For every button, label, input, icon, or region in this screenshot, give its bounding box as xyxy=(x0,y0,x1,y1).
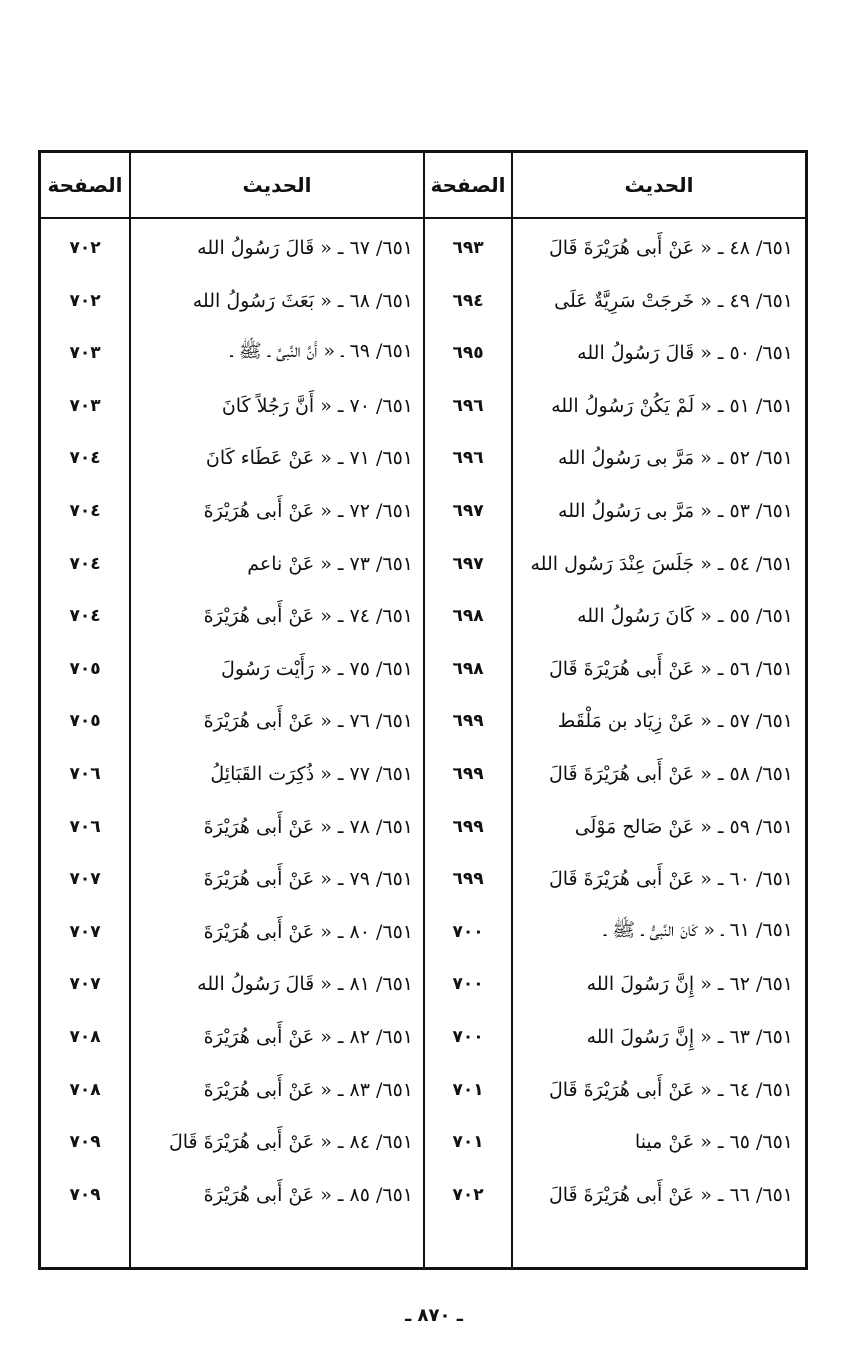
table-row xyxy=(41,328,805,378)
hadith-entry-right: ٦٥١/ ٥٢ ـ « مَرَّ بى رَسُولُ الله xyxy=(558,447,793,470)
hadith-entry-left: ٦٥١/ ٧٩ ـ « عَنْ أَبى هُرَيْرَةَ xyxy=(203,868,413,891)
hadith-entry-left: ٦٥١/ ٧٢ ـ « عَنْ أَبى هُرَيْرَةَ xyxy=(203,500,413,522)
table-row xyxy=(41,907,805,957)
hadith-index-table xyxy=(38,150,808,1270)
table-row xyxy=(41,854,805,904)
hadith-entry-left: ٦٥١/ ٨٤ ـ « عَنْ أَبى هُرَيْرَةَ قَالَ xyxy=(168,1131,413,1154)
table-row xyxy=(41,1065,805,1115)
page-ref-left: ٧٠٢ xyxy=(69,238,101,258)
hadith-entry-left: ٦٥١/ ٨٣ ـ « عَنْ أَبى هُرَيْرَةَ xyxy=(203,1078,413,1101)
page-ref-right: ٦٩٩ xyxy=(452,869,484,890)
page-ref-right: ٧٠١ xyxy=(452,1079,484,1100)
page-ref-left: ٧٠٧ xyxy=(69,921,101,942)
hadith-entry-left: ٦٥١/ ٧٠ ـ « أَنَّ رَجُلاً كَانَ xyxy=(221,394,413,417)
hadith-entry-left: ٦٥١/ ٨٥ ـ « عَنْ أَبى هُرَيْرَةَ xyxy=(203,1183,413,1206)
page-ref-left: ٧٠٤ xyxy=(69,501,101,521)
table-row xyxy=(41,433,805,483)
table-row xyxy=(41,696,805,746)
hadith-entry-right: ٦٥١/ ٥٨ ـ « عَنْ أَبى هُرَيْرَةَ قَالَ xyxy=(548,763,793,785)
page-ref-left: ٧٠٣ xyxy=(69,395,101,416)
header-hadith-right: الحديث xyxy=(624,173,694,197)
page-ref-left: ٧٠٦ xyxy=(69,816,101,837)
hadith-entry-left: ٦٥١/ ٦٨ ـ « بَعَثَ رَسُولُ الله xyxy=(192,289,413,312)
hadith-entry-left: ٦٥١/ ٧١ ـ « عَنْ عَطَاء كَانَ xyxy=(205,447,413,470)
table-row xyxy=(41,486,805,536)
page-ref-left: ٧٠٣ xyxy=(69,343,101,364)
page-ref-right: ٧٠٠ xyxy=(452,1027,484,1047)
page-ref-right: ٧٠٠ xyxy=(452,974,484,995)
hadith-entry-right: ٦٥١/ ٥١ ـ « لَمْ يَكُنْ رَسُولُ الله xyxy=(551,394,793,417)
table-row xyxy=(41,223,805,273)
hadith-entry-left: ٦٥١/ ٨٠ ـ « عَنْ أَبى هُرَيْرَةَ xyxy=(203,920,413,943)
hadith-entry-right: ٦٥١/ ٤٨ ـ « عَنْ أَبى هُرَيْرَةَ قَالَ xyxy=(548,237,793,259)
header-hadith-left: الحديث xyxy=(242,173,312,197)
hadith-entry-right: ٦٥١/ ٦٤ ـ « عَنْ أَبى هُرَيْرَةَ قَالَ xyxy=(548,1078,793,1101)
page-ref-left: ٧٠٨ xyxy=(69,1079,101,1100)
hadith-entry-right: ٦٥١/ ٦١ ـ « كَانَ النَّبىُّ ـ ﷺ ـ xyxy=(603,918,793,941)
page-ref-right: ٦٩٩ xyxy=(452,764,484,784)
page-ref-right: ٦٩٦ xyxy=(452,448,484,469)
page-number: ـ ٨٧٠ ـ xyxy=(405,1305,463,1326)
page-ref-left: ٧٠٢ xyxy=(69,290,101,311)
table-row xyxy=(41,591,805,641)
page-ref-left: ٧٠٤ xyxy=(69,553,101,574)
page-ref-left: ٧٠٧ xyxy=(69,869,101,890)
page-ref-left: ٧٠٧ xyxy=(69,974,101,995)
page-ref-left: ٧٠٦ xyxy=(69,764,101,784)
page-ref-right: ٦٩٩ xyxy=(452,816,484,837)
header-page-right: الصفحة xyxy=(430,173,506,197)
page-ref-right: ٦٩٨ xyxy=(452,658,484,679)
page-ref-right: ٦٩٧ xyxy=(452,553,484,574)
hadith-entry-left: ٦٥١/ ٧٦ ـ « عَنْ أَبى هُرَيْرَةَ xyxy=(203,710,413,733)
hadith-entry-left: ٦٥١/ ٦٧ ـ « قَالَ رَسُولُ الله xyxy=(197,237,413,259)
table-row xyxy=(41,802,805,852)
table-row xyxy=(41,1117,805,1167)
hadith-entry-left: ٦٥١/ ٧٧ ـ « ذُكِرَت القَبَائِلُ xyxy=(210,763,413,785)
page-ref-left: ٧٠٥ xyxy=(69,711,101,732)
page-ref-left: ٧٠٥ xyxy=(69,658,101,679)
page-ref-right: ٦٩٧ xyxy=(452,501,484,521)
hadith-entry-right: ٦٥١/ ٤٩ ـ « خَرجَتْ سَرِيَّةٌ عَلَى xyxy=(554,289,793,312)
header-page-left: الصفحة xyxy=(47,173,123,197)
table-row xyxy=(41,539,805,589)
table-row xyxy=(41,749,805,799)
hadith-entry-right: ٦٥١/ ٥٣ ـ « مَرَّ بى رَسُولُ الله xyxy=(558,500,793,522)
hadith-entry-left: ٦٥١/ ٨١ ـ « قَالَ رَسُولُ الله xyxy=(197,973,413,996)
page-ref-right: ٦٩٥ xyxy=(452,343,484,364)
page-ref-right: ٧٠٠ xyxy=(452,921,484,942)
page-ref-left: ٧٠٨ xyxy=(69,1027,101,1047)
hadith-entry-left: ٦٥١/ ٧٥ ـ « رَأَيْت رَسُولَ xyxy=(221,657,413,680)
hadith-entry-right: ٦٥١/ ٦٦ ـ « عَنْ أَبى هُرَيْرَةَ قَالَ xyxy=(548,1183,793,1206)
page-ref-right: ٧٠٢ xyxy=(452,1184,484,1205)
page-ref-right: ٦٩٩ xyxy=(452,711,484,732)
page-ref-right: ٦٩٦ xyxy=(452,395,484,416)
page-ref-left: ٧٠٤ xyxy=(69,606,101,627)
hadith-entry-right: ٦٥١/ ٥٥ ـ « كَانَ رَسُولُ الله xyxy=(577,605,793,628)
hadith-entry-right: ٦٥١/ ٥٩ ـ « عَنْ صَالح مَوْلَى xyxy=(574,815,793,838)
table-row xyxy=(41,959,805,1009)
page-ref-left: ٧٠٩ xyxy=(69,1184,101,1205)
hadith-entry-left: ٦٥١/ ٧٨ ـ « عَنْ أَبى هُرَيْرَةَ xyxy=(203,815,413,838)
hadith-entry-right: ٦٥١/ ٦٠ ـ « عَنْ أَبى هُرَيْرَةَ قَالَ xyxy=(548,868,793,891)
table-row xyxy=(41,1170,805,1220)
page-ref-right: ٧٠١ xyxy=(452,1132,484,1153)
table-row xyxy=(41,381,805,431)
table-row xyxy=(41,276,805,326)
page-ref-left: ٧٠٤ xyxy=(69,448,101,469)
hadith-entry-left: ٦٥١/ ٧٣ ـ « عَنْ ناعم xyxy=(247,552,413,575)
hadith-entry-left: ٦٥١/ ٦٩ ـ « أَنَّ النَّبىَّ ـ ﷺ ـ xyxy=(230,340,413,363)
hadith-entry-left: ٦٥١/ ٧٤ ـ « عَنْ أَبى هُرَيْرَةَ xyxy=(203,605,413,628)
hadith-entry-left: ٦٥١/ ٨٢ ـ « عَنْ أَبى هُرَيْرَةَ xyxy=(203,1026,413,1048)
page-ref-left: ٧٠٩ xyxy=(69,1132,101,1153)
page-ref-right: ٦٩٨ xyxy=(452,606,484,627)
hadith-entry-right: ٦٥١/ ٥٧ ـ « عَنْ زِيَاد بن مَلْقَط xyxy=(557,710,793,733)
page-ref-right: ٦٩٣ xyxy=(452,238,484,258)
hadith-entry-right: ٦٥١/ ٥٠ ـ « قَالَ رَسُولُ الله xyxy=(577,342,793,365)
hadith-entry-right: ٦٥١/ ٥٦ ـ « عَنْ أَبى هُرَيْرَةَ قَالَ xyxy=(548,657,793,680)
table-row xyxy=(41,1012,805,1062)
hadith-entry-right: ٦٥١/ ٦٢ ـ « إِنَّ رَسُولَ الله xyxy=(586,973,793,996)
hadith-entry-right: ٦٥١/ ٥٤ ـ « جَلَسَ عِنْدَ رَسُول الله xyxy=(530,552,793,575)
hadith-entry-right: ٦٥١/ ٦٣ ـ « إِنَّ رَسُولَ الله xyxy=(586,1026,793,1048)
hadith-entry-right: ٦٥١/ ٦٥ ـ « عَنْ مينا xyxy=(634,1131,793,1154)
table-row xyxy=(41,644,805,694)
page-ref-right: ٦٩٤ xyxy=(452,290,484,311)
